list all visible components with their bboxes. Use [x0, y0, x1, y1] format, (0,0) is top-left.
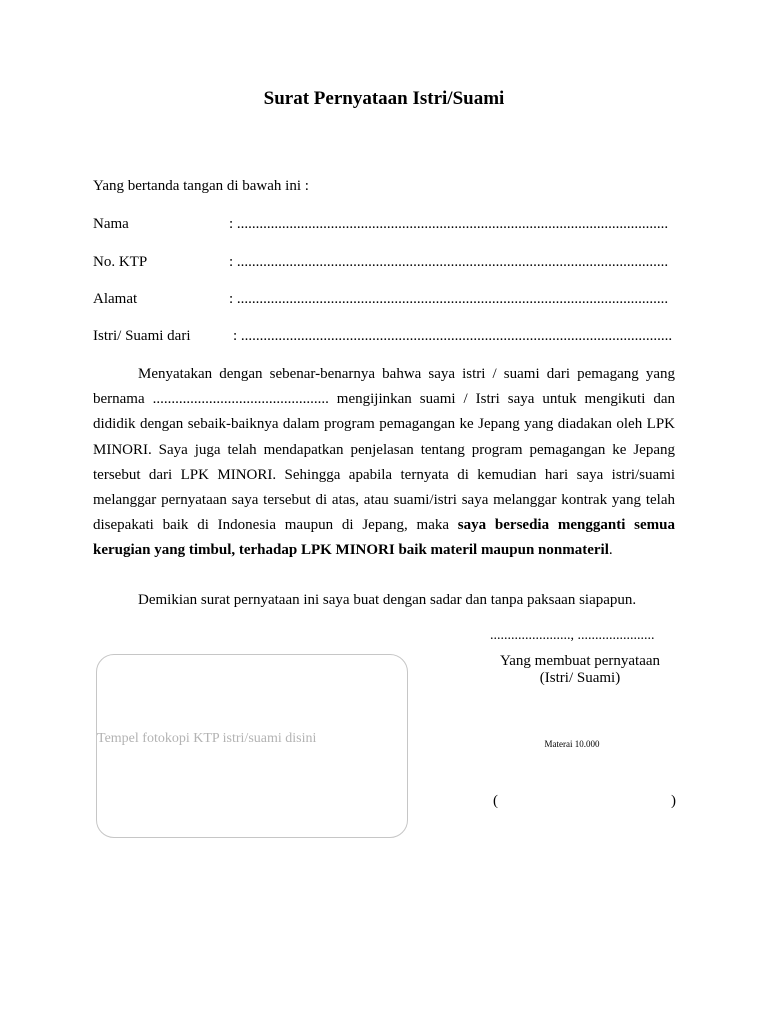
- place-date-blank: ......................., ......................: [490, 628, 655, 643]
- document-title: Surat Pernyataan Istri/Suami: [263, 88, 505, 109]
- field-alamat: [93, 291, 675, 313]
- field-nama: [93, 216, 675, 238]
- statement-text: Menyatakan dengan sebenar-benarnya bahwa saya istri / suami dari pemagang yang bernama ............................................... mengijinkan suami / Istri saya untuk mengikuti dan dididik dengan sebaik-baiknya dalam program pemagangan ke Jepang yang diadakan oleh LPK MINORI. Saya juga telah mendapatkan penjelasan tentang program pemagangan ke Jepang tersebut dari LPK MINORI. Sehingga apabila ternyata di kemudian hari saya istri/suami melanggar pernyataan saya tersebut di atas, atau suami/istri saya melanggar kontrak yang telah disepakati baik di Indonesia maupun di Jepang, maka: [93, 366, 675, 534]
- field-blank-no-ktp: : ...................................................................................................................: [229, 254, 669, 270]
- statement-end: .: [608, 542, 613, 559]
- stamp-label: Materai 10.000: [544, 739, 600, 749]
- paren-open: (: [493, 793, 498, 809]
- field-blank-alamat: : ...................................................................................................................: [229, 291, 669, 307]
- statement-body: [93, 362, 675, 564]
- paren-close: ): [671, 793, 676, 809]
- field-label-no-ktp: No. KTP: [93, 254, 148, 270]
- signature-title-line2: (Istri/ Suami): [539, 670, 621, 686]
- signature-title-line1: Yang membuat pernyataan: [499, 653, 661, 669]
- closing-sentence: Demikian surat pernyataan ini saya buat dengan sadar dan tanpa paksaan siapapun.: [138, 592, 637, 608]
- field-blank-nama: : ...................................................................................................................: [229, 216, 669, 232]
- field-label-alamat: Alamat: [93, 291, 138, 307]
- field-label-nama: Nama: [93, 216, 129, 232]
- field-istri-suami-dari: [93, 328, 675, 350]
- signature-title: [480, 653, 680, 687]
- field-blank-istri-suami-dari: : ...................................................................................................................: [233, 328, 673, 344]
- field-label-istri-suami-dari: Istri/ Suami dari: [93, 328, 191, 344]
- statement-bold-clause: saya bersedia mengganti semua kerugian yang timbul, terhadap LPK MINORI baik materil maupun nonmateril: [93, 517, 675, 559]
- ktp-photo-box: [96, 654, 408, 838]
- intro-text: Yang bertanda tangan di bawah ini :: [93, 178, 309, 194]
- field-no-ktp: [93, 254, 675, 276]
- ktp-photo-placeholder: Tempel fotokopi KTP istri/suami disini: [97, 731, 317, 746]
- statement-paragraph: [93, 362, 675, 564]
